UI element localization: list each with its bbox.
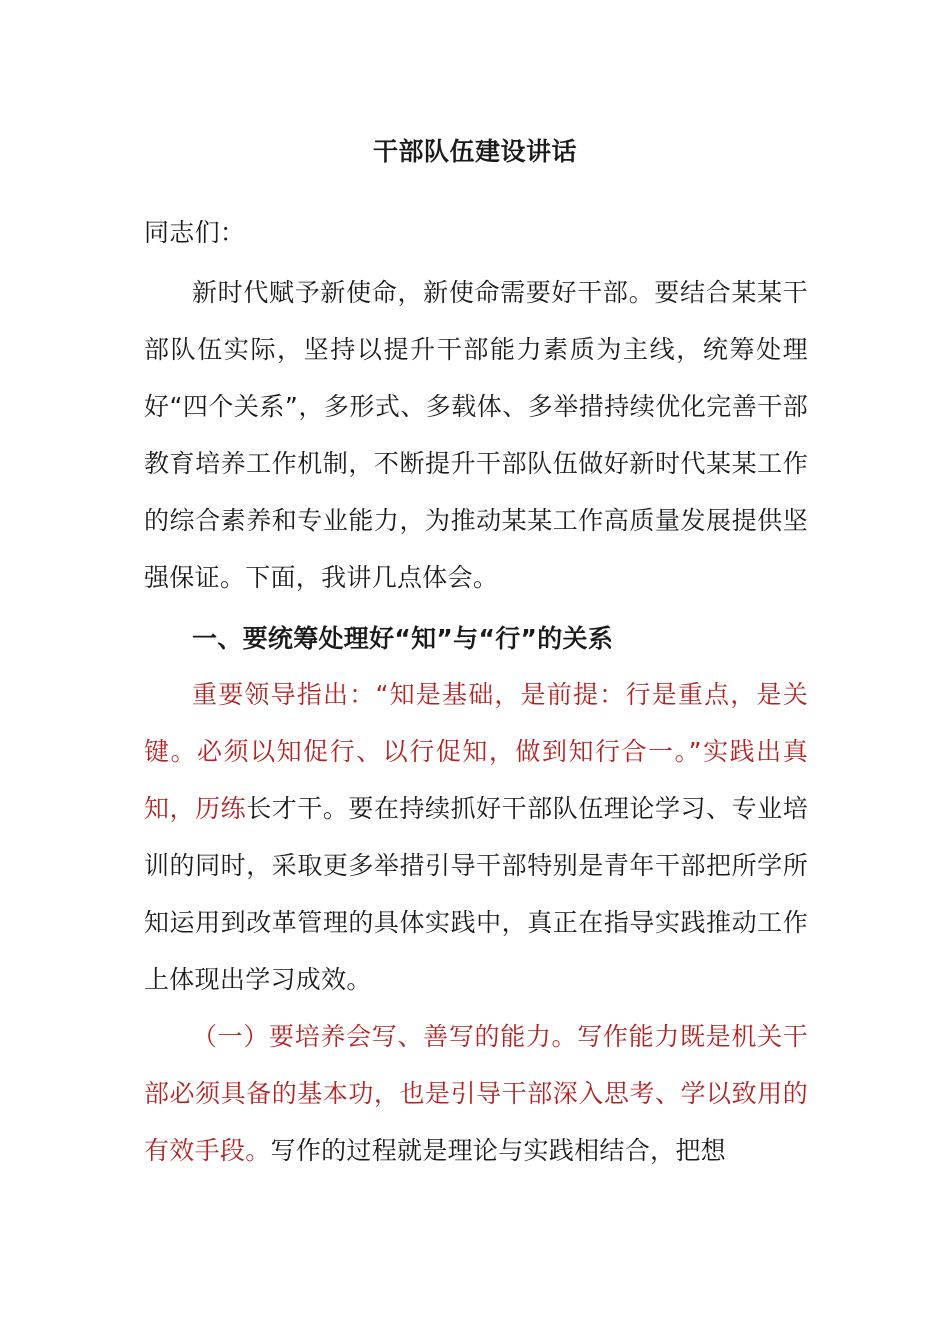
highlighted-subheading: （一）要培养会写、善写的能力。写作能力既是机关干部必须具备的基本功，也是引导干部深入思考、学以致用的有效手段。 — [144, 1022, 808, 1165]
highlighted-quote: 重要领导指出：“知是基础，是前提：行是重点，是关键。必须以知促行、以行促知，做到知行合一。”实践出真知，历练 — [144, 680, 808, 823]
document-title: 干部队伍建设讲话 — [372, 137, 577, 166]
paragraph-section-1-body: 长才干。要在持续抓好干部队伍理论学习、专业培训的同时，采取更多举措引导干部特别是青年干部把所学所知运用到改革管理的具体实践中，真正在指导实践推动工作上体现出学习成效。 — [144, 794, 809, 994]
paragraph-section-1 — [144, 666, 808, 1008]
paragraph-subsection-1-body: 写作的过程就是理论与实践相结合，把想 — [270, 1136, 726, 1165]
greeting: 同志们： — [144, 218, 246, 247]
paragraph-subsection-1 — [144, 1008, 808, 1179]
section-heading-1: 一、要统筹处理好“知”与“行”的关系 — [192, 624, 614, 653]
paragraph-intro: 新时代赋予新使命，新使命需要好干部。要结合某某干部队伍实际，坚持以提升干部能力素质为主线，统筹处理好“四个关系”，多形式、多载体、多举措持续优化完善干部教育培养工作机制，不断提升干部队伍做好新时代某某工作的综合素养和专业能力，为推动某某工作高质量发展提供坚强保证。下面，我讲几点体会。 — [144, 278, 808, 592]
